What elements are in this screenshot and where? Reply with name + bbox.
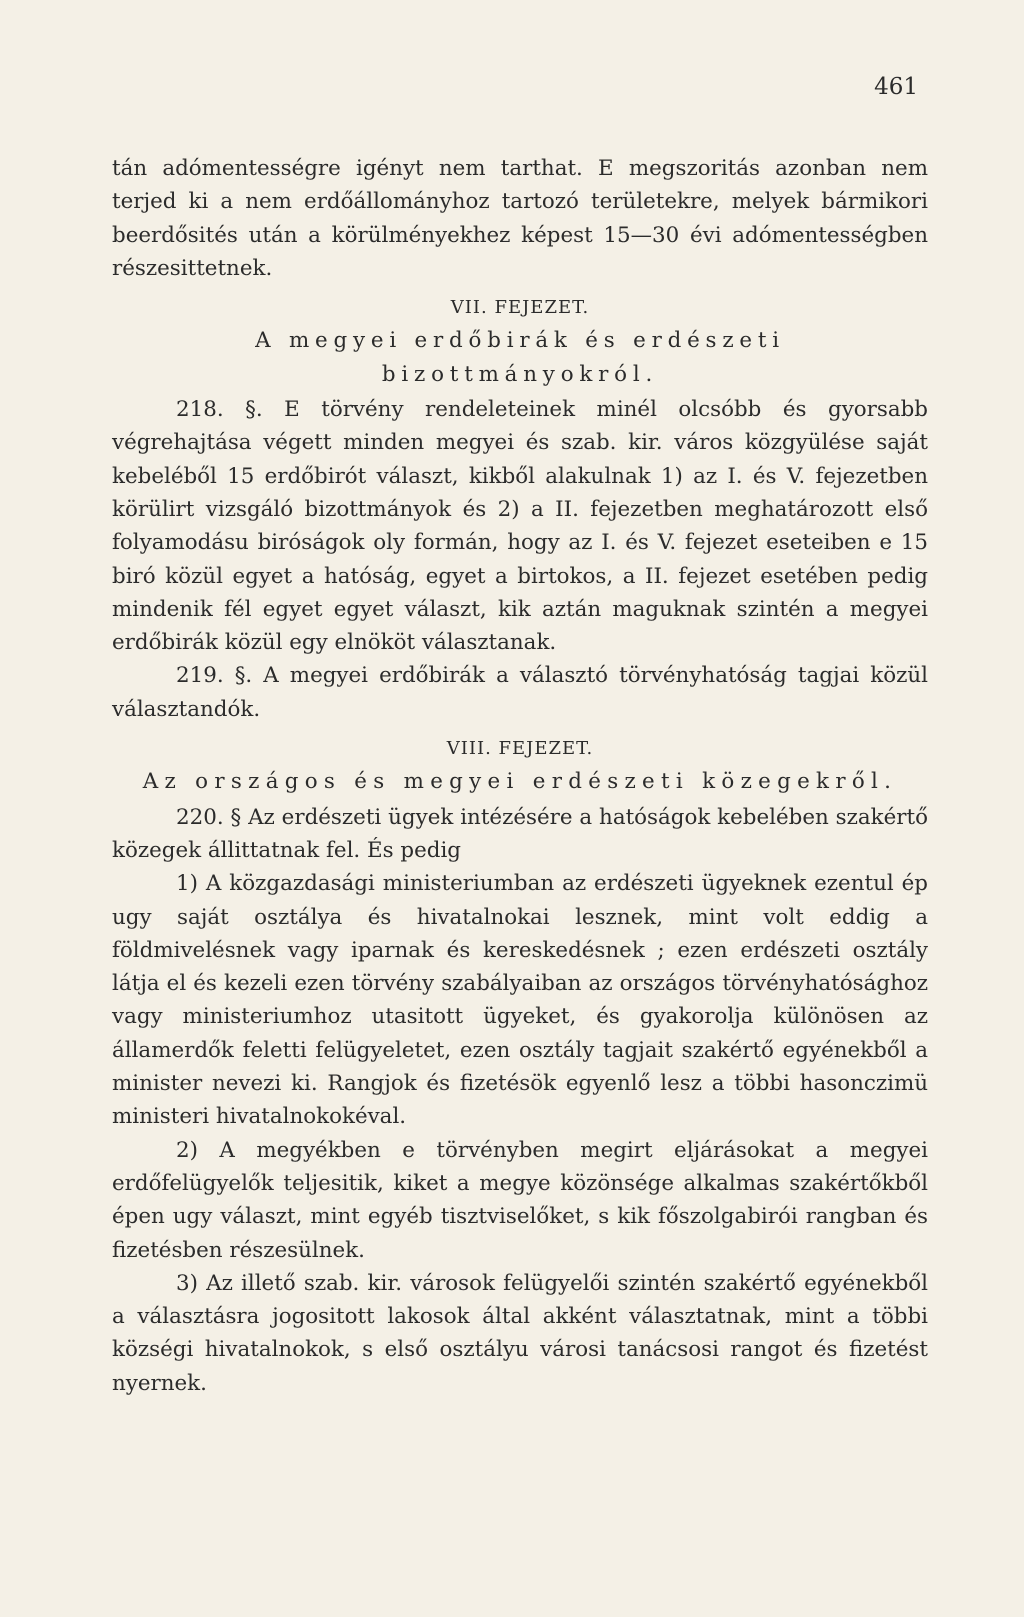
section-220: 220. § Az erdészeti ügyek intézésére a hatóságok kebelében szakértő közegek állittatnak fel. És pedig (112, 804, 928, 863)
section-218: 218. §. E törvény rendeleteinek minél olcsóbb és gyorsabb végrehajtása végett minden megyei és szab. kir. város közgyülése saját kebeléből 15 erdőbirót választ, kikből alakulnak 1) az I. és V. fejezetben körülirt vizsgáló bizottmányok és 2) a II. fejezetben meghatározott első folyamodásu biróságok oly formán, hogy az I. és V. fejezet eseteiben e 15 biró közül egyet a hatóság, egyet a birtokos, a II. fejezet esetében pedig mindenik fél egyet egyet választ, kik aztán maguknak szintén a megyei erdőbirák közül egy elnököt választanak. (112, 397, 928, 656)
chapter-title-vii: A megyei erdőbirák és erdészeti bizottmányokról. (255, 328, 785, 387)
list-item-1: 1) A közgazdasági ministeriumban az erdészeti ügyeknek ezentul ép ugy saját osztálya és hivatalnokai lesznek, mint volt eddig a földmivelésnek vagy iparnak és kereskedésnek ; ezen erdészeti osztály látja el és kezeli ezen törvény szabályaiban az országos törvényhatósághoz vagy ministeriumhoz utasitott ügyeket, és gyakorolja különösen az államerdők feletti felügyeletet, ezen osztály tagjait szakértő egyénekből a minister nevezi ki. Rangjok és fizetésök egyenlő lesz a többi hasonczimü ministeri hivatalnokokéval. (112, 871, 928, 1130)
list-item-2: 2) A megyékben e törvényben megirt eljárásokat a megyei erdőfelügyelők teljesitik, kiket a megye közönsége alkalmas szakértőkből épen ugy választ, mint egyéb tisztviselőket, s kik főszolgabirói rangban és fizetésben részesülnek. (112, 1137, 928, 1263)
chapter-title-viii: Az országos és megyei erdészeti közegekről. (142, 769, 898, 795)
section-219: 219. §. A megyei erdőbirák a választó törvényhatóság tagjai közül választandók. (112, 663, 928, 722)
paragraph-continuation: tán adómentességre igényt nem tarthat. E megszoritás azonban nem terjed ki a nem erdőállományhoz tartozó területekre, melyek bármikori beerdősités után a körülményekhez képest 15—30 évi adómentességben részesittetnek. (112, 156, 928, 281)
chapter-heading-viii: VIII. FEJEZET. (446, 738, 594, 760)
chapter-heading-vii: VII. FEJEZET. (450, 297, 590, 319)
body-text (112, 152, 928, 1400)
list-item-3: 3) Az illető szab. kir. városok felügyelői szintén szakértő egyénekből a választásra jogositott lakosok által akként választatnak, mint a többi községi hivatalnokok, s első osztályu városi tanácsosi rangot és fizetést nyernek. (112, 1270, 928, 1396)
page-number: 461 (874, 74, 918, 100)
